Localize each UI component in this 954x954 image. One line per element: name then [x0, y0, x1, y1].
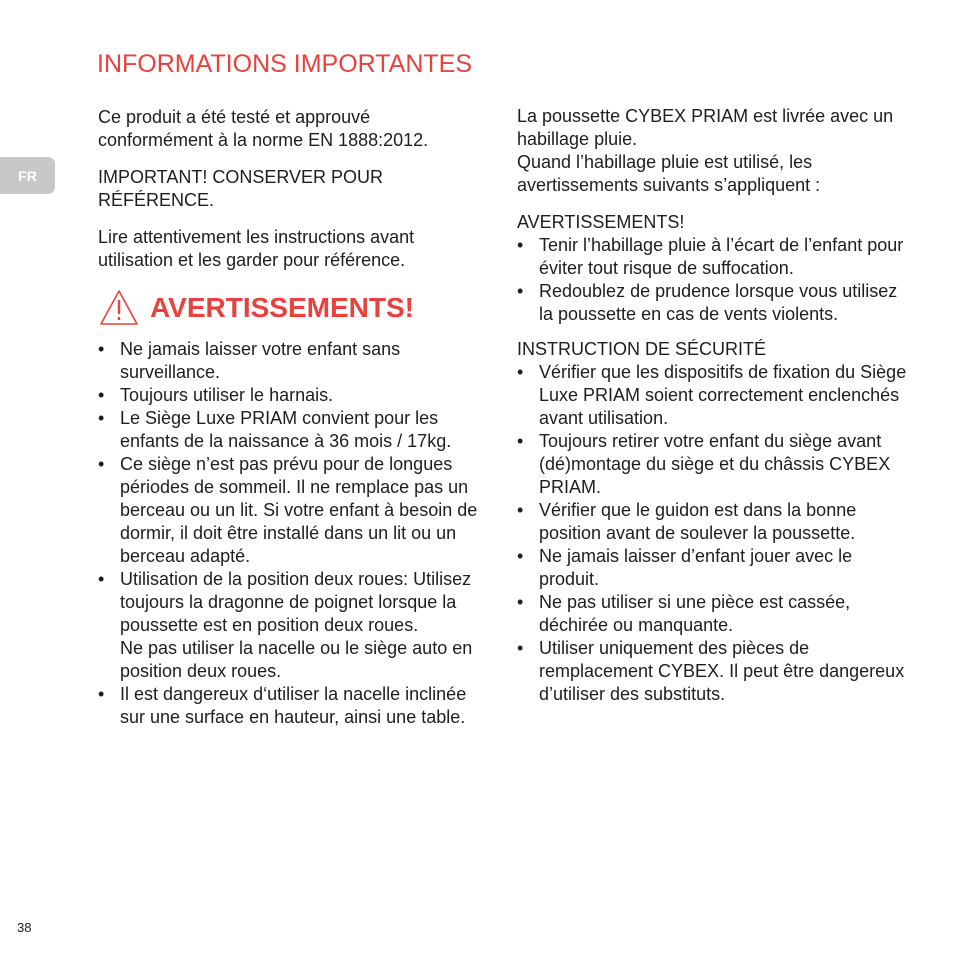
list-item [517, 280, 909, 326]
important-notice: IMPORTANT! CONSERVER POUR RÉFÉRENCE. [98, 167, 384, 210]
list-item-text: Ne jamais laisser votre enfant sans surveillance. [120, 339, 401, 382]
avertissements-heading: AVERTISSEMENTS! [517, 212, 685, 232]
warning-list [98, 338, 483, 729]
list-item [517, 430, 909, 499]
warning-title: AVERTISSEMENTS! [150, 292, 414, 323]
list-item [98, 568, 483, 683]
list-item-text: Utilisation de la position deux roues: Utilisez toujours la dragonne de poignet lorsque la poussette est en position deux roues. [120, 569, 472, 635]
list-item [517, 545, 909, 591]
page-number: 38 [17, 920, 32, 935]
page-title: INFORMATIONS IMPORTANTES [97, 50, 473, 78]
list-item [98, 384, 483, 407]
list-item-text: Ne pas utiliser si une pièce est cassée, déchirée ou manquante. [539, 592, 851, 635]
rain-cover-warning-list [517, 234, 909, 326]
list-item [98, 683, 483, 729]
list-item-text: Ce siège n’est pas prévu pour de longues périodes de sommeil. Il ne remplace pas un berceau ou un lit. Si votre enfant à besoin de dormir, il doit être installé dans un lit ou un berceau adapté. [120, 454, 478, 566]
intro-paragraph: Ce produit a été testé et approuvé conformément à la norme EN 1888:2012. [98, 107, 429, 150]
list-item [98, 407, 483, 453]
safety-list [517, 361, 909, 706]
read-instructions-paragraph: Lire attentivement les instructions avant utilisation et les garder pour référence. [98, 227, 415, 270]
left-column [98, 106, 483, 729]
list-item-text: Vérifier que le guidon est dans la bonne position avant de soulever la poussette. [539, 500, 857, 543]
warning-heading [98, 286, 483, 330]
list-item [517, 234, 909, 280]
list-item-continuation: Ne pas utiliser la nacelle ou le siège auto en position deux roues. [120, 638, 473, 681]
list-item-text: Ne jamais laisser d’enfant jouer avec le produit. [539, 546, 853, 589]
list-item [517, 591, 909, 637]
list-item-text: Vérifier que les dispositifs de fixation du Siège Luxe PRIAM soient correctement enclenchés avant utilisation. [539, 362, 907, 428]
list-item-text: Il est dangereux d‘utiliser la nacelle inclinée sur une surface en hauteur, ainsi une table. [120, 684, 467, 727]
list-item-text: Utiliser uniquement des pièces de remplacement CYBEX. Il peut être dangereux d’utiliser des substituts. [539, 638, 905, 704]
list-item-text: Toujours utiliser le harnais. [120, 385, 334, 405]
list-item-text: Tenir l’habillage pluie à l’écart de l’enfant pour éviter tout risque de suffocation. [539, 235, 904, 278]
list-item [98, 338, 483, 384]
list-item [517, 637, 909, 706]
rain-cover-intro: La poussette CYBEX PRIAM est livrée avec un habillage pluie. [517, 106, 894, 149]
list-item [517, 361, 909, 430]
language-tab: FR [0, 157, 55, 194]
right-column [517, 105, 909, 706]
list-item-text: Le Siège Luxe PRIAM convient pour les enfants de la naissance à 36 mois / 17kg. [120, 408, 452, 451]
warning-triangle-icon [98, 288, 140, 328]
list-item-text: Toujours retirer votre enfant du siège avant (dé)montage du siège et du châssis CYBEX PRIAM. [539, 431, 891, 497]
rain-cover-warning-intro: Quand l’habillage pluie est utilisé, les avertissements suivants s’appliquent : [517, 152, 821, 195]
safety-heading: INSTRUCTION DE SÉCURITÉ [517, 339, 767, 359]
list-item-text: Redoublez de prudence lorsque vous utilisez la poussette en cas de vents violents. [539, 281, 898, 324]
list-item [98, 453, 483, 568]
list-item [517, 499, 909, 545]
